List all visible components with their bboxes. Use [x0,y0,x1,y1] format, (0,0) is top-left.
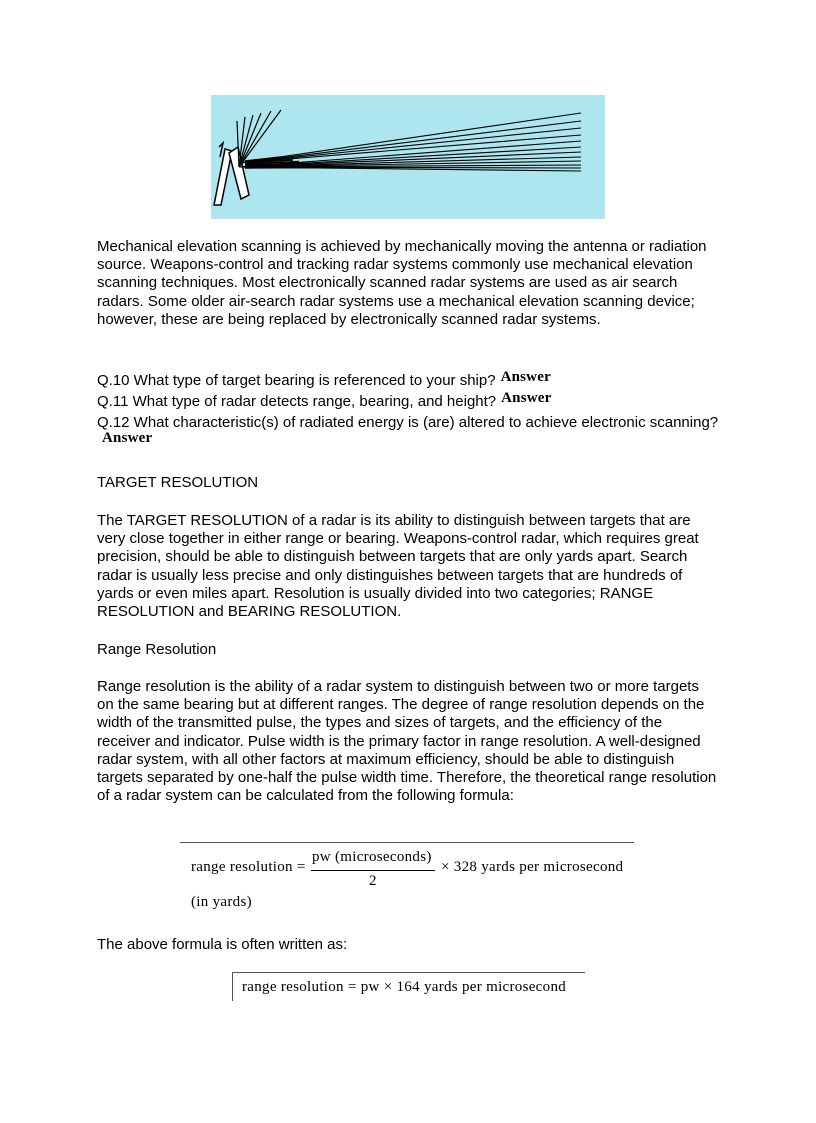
formula-numerator: pw (microseconds) [312,849,432,865]
formula-denominator: 2 [369,873,377,889]
formula-unit: (in yards) [191,894,252,910]
radar-scan-figure [211,95,605,219]
beam-core [245,168,323,169]
answer-link[interactable]: Answer [500,369,551,385]
beam-ray [239,115,253,167]
paragraph-text: The above formula is often written as: [97,936,348,953]
range-resolution-heading [97,641,719,659]
question-text: Q.12 What characteristic(s) of radiated energy is (are) altered to achieve electronic scanning? [97,414,719,432]
fraction-bar [311,870,435,871]
radar-beams [237,110,581,171]
answer-link[interactable]: Answer [501,390,552,407]
question-item [97,414,719,450]
paragraph-text: Range resolution is the ability of a radar system to distinguish between two or more targets on the same bearing but at different ranges. The degree of range resolution depends on the width of the transmitted pulse, the types and sizes of targets, and the efficiency of the receiver and indicator. Pulse width is the primary factor in range resolution. A well-designed radar system, with all other factors at maximum efficiency, should be able to distinguish targets separated by one-half the pulse width time. Therefore, the theoretical range resolution of a radar system can be calculated from the following formula: [97,678,717,805]
question-item [97,369,719,390]
question-text: Q.10 What type of target bearing is referenced to your ship? [97,372,496,389]
formula-rhs: × 328 yards per microsecond [441,859,624,875]
question-list [97,369,719,451]
formula-text: range resolution = pw × 164 yards per microsecond [242,979,567,995]
antenna-left-panel [214,149,232,205]
answer-link[interactable]: Answer [102,429,153,446]
question-item [97,390,719,411]
paragraph-text: The TARGET RESOLUTION of a radar is its ability to distinguish between targets that are very close together in either range or bearing. Weapons-control radar, which requires great precision, should be able to distinguish between targets that are only yards apart. Search radar is usually less precise and only distinguishes between targets that are hundreds of yards or even miles apart. Resolution is usually divided into two categories; RANGE RESOLUTION and BEARING RESOLUTION. [97,512,699,621]
section-heading: TARGET RESOLUTION [97,474,259,491]
beam-ray [239,113,581,163]
simplified-range-resolution-formula [232,972,585,1001]
beam-core [245,166,317,167]
section-heading: Range Resolution [97,641,217,658]
mechanical-scanning-paragraph [97,238,719,329]
beam-ray [239,128,581,163]
target-resolution-heading [97,474,719,492]
formula-lhs: range resolution = [191,859,306,875]
target-resolution-paragraph [97,512,719,621]
formula-intro [97,936,719,954]
antenna-feed [219,143,223,157]
range-resolution-paragraph [97,678,719,805]
range-resolution-formula [180,842,634,913]
paragraph-text: Mechanical elevation scanning is achieved by mechanically moving the antenna or radiation source. Weapons-control and tracking radar systems commonly use mechanical elevation scanning techniques. Most electronically scanned radar systems are used as air search radars. Some older air-search radar systems use a mechanical elevation scanning device; however, these are being replaced by electronically scanned radar systems. [97,238,707,328]
radar-beam-fan-illustration [211,95,605,219]
question-text: Q.11 What type of radar detects range, bearing, and height? [97,393,497,411]
